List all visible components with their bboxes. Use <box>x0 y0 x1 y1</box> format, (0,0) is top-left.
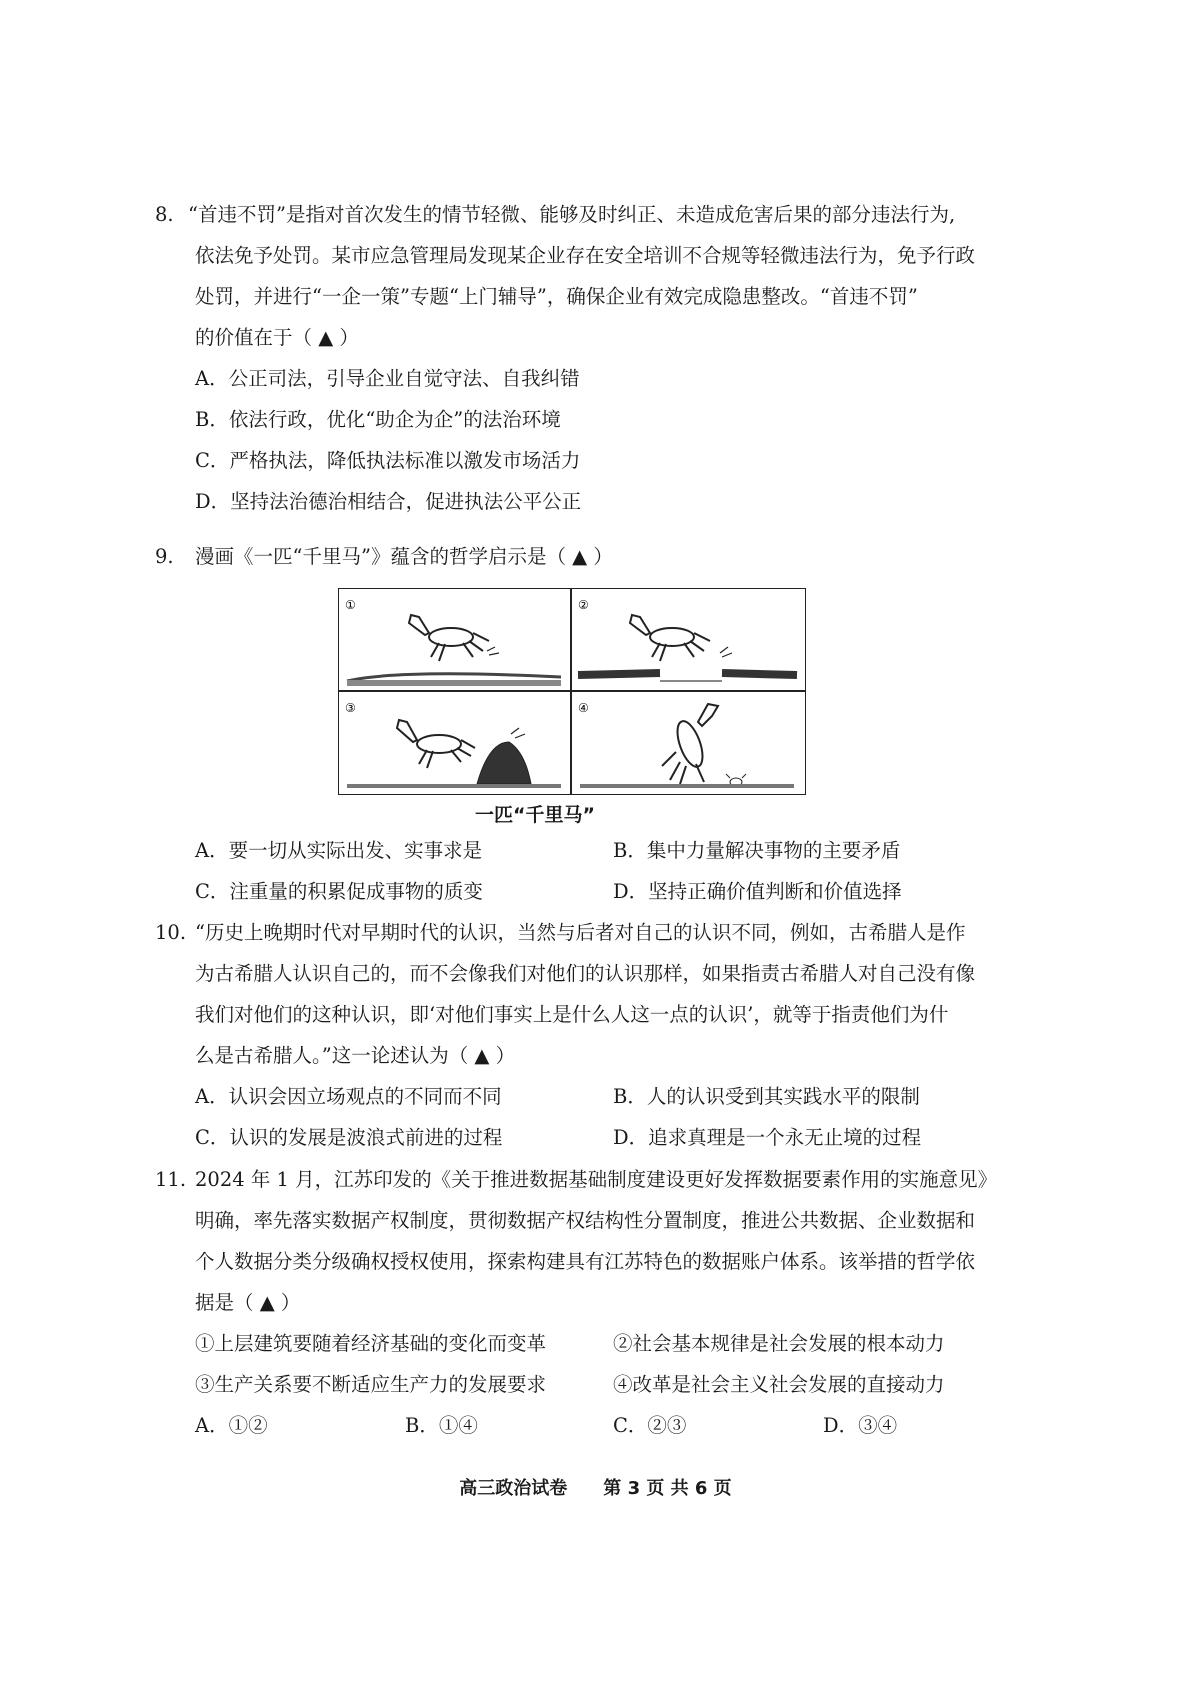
question-stem-line: 依法免予处罚。某市应急管理局发现某企业存在安全培训不合规等轻微违法行为，免予行政 <box>195 244 976 267</box>
comic-panel-3 <box>339 692 570 793</box>
comic-panel-1 <box>339 589 570 690</box>
horse-icon <box>630 615 732 661</box>
option-c[interactable]: C．严格执法，降低执法标准以激发市场活力 <box>195 449 581 472</box>
question-number: 8. <box>155 203 174 226</box>
horse-icon <box>397 720 475 768</box>
panel-label: ③ <box>345 701 356 715</box>
question-number: 11. <box>155 1168 187 1191</box>
panel-label: ④ <box>578 701 589 715</box>
option-b[interactable]: B．依法行政，优化“助企为企”的法治环境 <box>195 408 561 431</box>
question-stem-line: 我们对他们的这种认识，即‘对他们事实上是什么人这一点的认识’，就等于指责他们为什 <box>195 1003 949 1026</box>
option-c[interactable]: C．认识的发展是波浪式前进的过程 <box>195 1126 503 1149</box>
question-stem-line: 漫画《一匹“千里马”》蕴含的哲学启示是（ ▲ ） <box>195 545 613 568</box>
statement-2: ②社会基本规律是社会发展的根本动力 <box>613 1332 945 1355</box>
mound <box>477 728 531 784</box>
question-stem-line: 的价值在于（ ▲ ） <box>195 326 359 349</box>
option-d[interactable]: D．坚持正确价值判断和价值选择 <box>613 880 902 903</box>
option-d[interactable]: D．坚持法治德治相结合，促进执法公平公正 <box>195 490 582 513</box>
statement-3: ③生产关系要不断适应生产力的发展要求 <box>195 1373 547 1396</box>
option-a[interactable]: A．认识会因立场观点的不同而不同 <box>195 1085 502 1108</box>
ground-pit <box>578 673 797 681</box>
comic-caption: 一匹“千里马” <box>475 804 595 826</box>
panel-label: ② <box>578 598 589 612</box>
option-a[interactable]: A．①② <box>195 1414 268 1437</box>
horse-icon <box>409 615 499 661</box>
panel-divider <box>339 690 805 692</box>
option-c[interactable]: C．②③ <box>613 1414 687 1437</box>
question-number: 10. <box>155 921 187 944</box>
option-a[interactable]: A．公正司法，引导企业自觉守法、自我纠错 <box>195 367 580 390</box>
option-a[interactable]: A．要一切从实际出发、实事求是 <box>195 839 483 862</box>
comic-figure <box>338 588 806 795</box>
question-stem-line: 么是古希腊人。”这一论述认为（ ▲ ） <box>195 1044 516 1067</box>
option-b[interactable]: B．人的认识受到其实践水平的限制 <box>613 1085 920 1108</box>
option-d[interactable]: D．追求真理是一个永无止境的过程 <box>613 1126 922 1149</box>
statement-4: ④改革是社会主义社会发展的直接动力 <box>613 1373 945 1396</box>
option-c[interactable]: C．注重量的积累促成事物的质变 <box>195 880 483 903</box>
option-b[interactable]: B．集中力量解决事物的主要矛盾 <box>613 839 901 862</box>
comic-panel-4 <box>572 692 803 793</box>
page-footer: 高三政治试卷 第 3 页 共 6 页 <box>459 1478 732 1499</box>
panel-label: ① <box>345 598 356 612</box>
statement-1: ①上层建筑要随着经济基础的变化而变革 <box>195 1332 547 1355</box>
ground-grass <box>347 674 561 683</box>
option-d[interactable]: D．③④ <box>823 1414 898 1437</box>
question-stem-line: 据是（ ▲ ） <box>195 1291 301 1314</box>
question-number: 9. <box>155 545 174 568</box>
option-b[interactable]: B．①④ <box>405 1414 478 1437</box>
question-stem-line: “首违不罚”是指对首次发生的情节轻微、能够及时纠正、未造成危害后果的部分违法行为, <box>188 203 956 226</box>
question-stem-line: 明确，率先落实数据产权制度，贯彻数据产权结构性分置制度，推进公共数据、企业数据和 <box>195 1209 976 1232</box>
question-stem-line: 为古希腊人认识自己的，而不会像我们对他们的认识那样，如果指责古希腊人对自己没有像 <box>195 962 976 985</box>
question-stem-line: 2024 年 1 月，江苏印发的《关于推进数据基础制度建设更好发挥数据要素作用的实施意见》 <box>195 1168 998 1191</box>
comic-panel-2 <box>572 589 803 690</box>
question-stem-line: 处罚，并进行“一企一策”专题“上门辅导”，确保企业有效完成隐患整改。“首违不罚” <box>195 285 918 308</box>
horse-icon <box>662 704 718 784</box>
question-stem-line: 个人数据分类分级确权授权使用，探索构建具有江苏特色的数据账户体系。该举措的哲学依 <box>195 1250 976 1273</box>
question-stem-line: “历史上晚期时代对早期时代的认识，当然与后者对自己的认识不同，例如，古希腊人是作 <box>195 921 966 944</box>
